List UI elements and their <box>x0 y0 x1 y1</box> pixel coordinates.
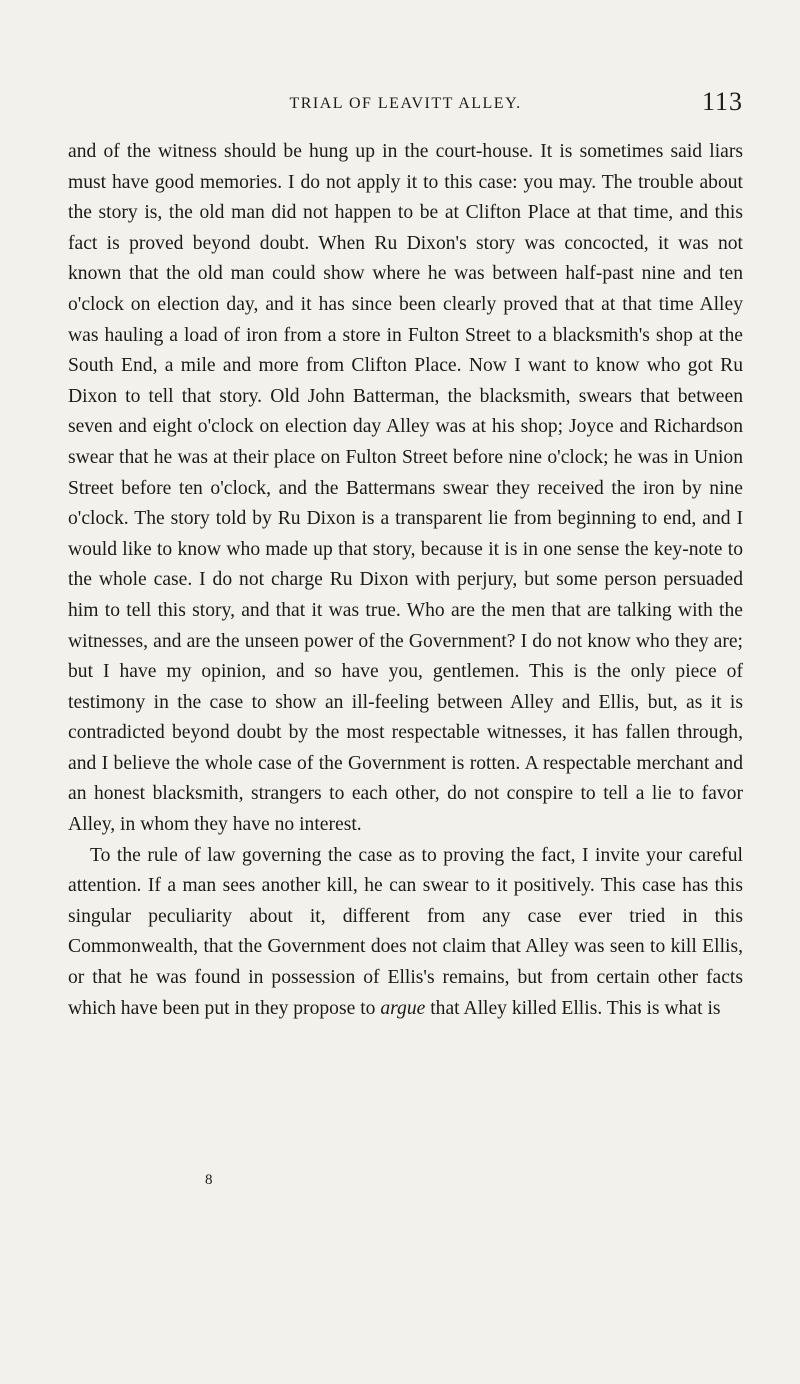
paragraph-1: and of the witness should be hung up in the court-house. It is sometimes said liars must have good memories. I do not apply it to this case: you may. The trouble about the story is, the old man did not happen to be at Clifton Place at that time, and this fact is proved beyond doubt. When Ru Dixon's story was concocted, it was not known that the old man could show where he was between half-past nine and ten o'clock on election day, and it has since been clearly proved that at that time Alley was hauling a load of iron from a store in Fulton Street to a blacksmith's shop at the South End, a mile and more from Clifton Place. Now I want to know who got Ru Dixon to tell that story. Old John Batterman, the blacksmith, swears that between seven and eight o'clock on election day Alley was at his shop; Joyce and Richardson swear that he was at their place on Fulton Street before nine o'clock; he was in Union Street before ten o'clock, and the Battermans swear they received the iron by nine o'clock. The story told by Ru Dixon is a transparent lie from beginning to end, and I would like to know who made up that story, because it is in one sense the key-note to the whole case. I do not charge Ru Dixon with perjury, but some person persuaded him to tell this story, and that it was true. Who are the men that are talking with the witnesses, and are the unseen power of the Government? I do not know who they are; but I have my opinion, and so have you, gentlemen. This is the only piece of testimony in the case to show an ill-feeling between Alley and Ellis, but, as it is contradicted beyond doubt by the most respectable witnesses, it has fallen through, and I believe the whole case of the Government is rotten. A respectable merchant and an honest blacksmith, strangers to each other, do not conspire to tell a lie to favor Alley, in whom they have no interest. <box>68 141 743 836</box>
page-number: 113 <box>701 87 743 116</box>
body-text <box>68 137 743 1024</box>
italic-word-argue: argue <box>380 997 426 1019</box>
paragraph-2-text-start: To the rule of law governing the case as to proving the fact, I invite your careful attention. If a man sees another kill, he can swear to it positively. This case has this singular peculiarity about it, different from any case ever tried in this Commonwealth, that the Government does not claim that Alley was seen to kill Ellis, or that he was found in possession of Ellis's remains, but from certain other facts which have been put in they propose to <box>68 844 743 1019</box>
paragraph-2 <box>68 841 743 1025</box>
running-title: TRIAL OF LEAVITT ALLEY. <box>289 95 522 112</box>
paragraph-2-text-end: that Alley killed Ellis. This is what is <box>425 997 721 1019</box>
signature-mark: 8 <box>205 1172 213 1188</box>
running-head <box>68 87 743 127</box>
